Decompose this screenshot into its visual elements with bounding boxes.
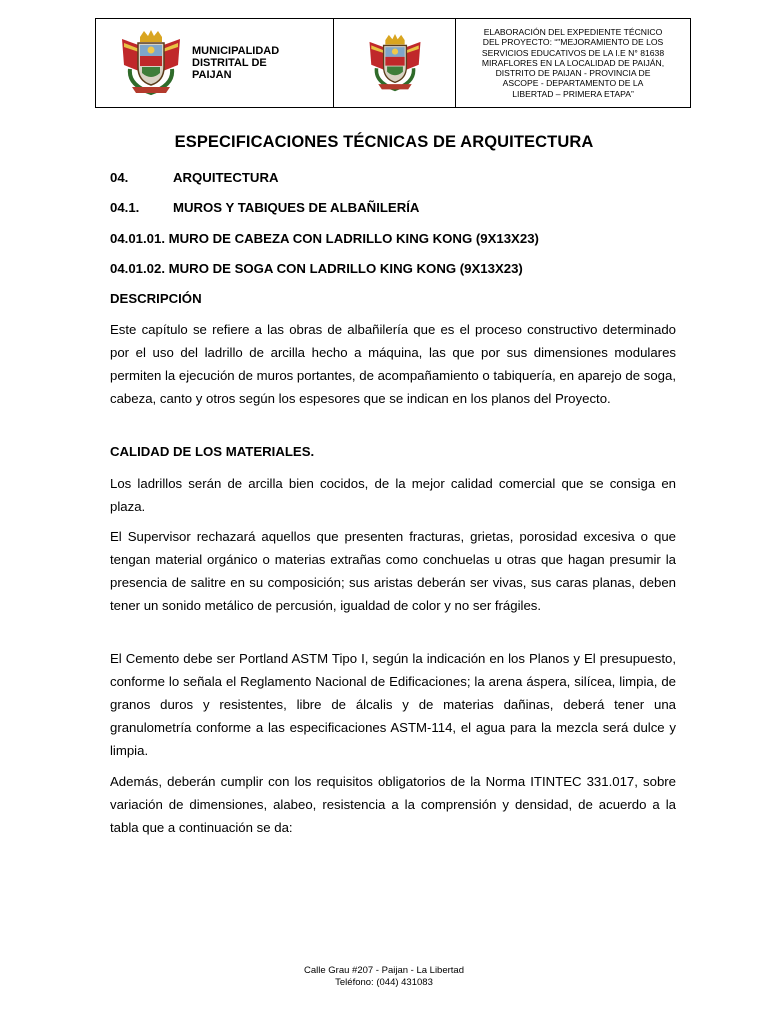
footer-phone: Teléfono: (044) 431083 (335, 976, 433, 988)
calidad-heading: CALIDAD DE LOS MATERIALES. (110, 444, 315, 459)
project-line: ASCOPE - DEPARTAMENTO DE LA (502, 78, 644, 89)
section-heading-04 (110, 170, 279, 185)
section-heading-04-01-02: 04.01.02. MURO DE SOGA CON LADRILLO KING KONG (9X13X23) (110, 261, 523, 276)
page-title: ESPECIFICACIONES TÉCNICAS DE ARQUITECTURA (174, 133, 594, 151)
municipality-line: MUNICIPALIDAD (192, 45, 280, 57)
paragraph-description: Este capítulo se refiere a las obras de albañilería que es el proceso constructivo determinado por el uso del ladrillo de arcilla hecho a máquina, las que por sus dimensiones modulares permiten la ejecución de muros portantes, de acompañamiento o tabiquería, en aparejo de soga, cabeza, canto y otros según los espesores que se indican en los planos del Proyecto. (110, 322, 676, 406)
footer-address: Calle Grau #207 - Paijan - La Libertad (303, 965, 464, 976)
section-title: ARQUITECTURA (173, 170, 279, 185)
section-heading-04-01-01: 04.01.01. MURO DE CABEZA CON LADRILLO KING KONG (9X13X23) (110, 231, 539, 246)
section-number: 04.1. (110, 200, 140, 215)
paragraph-ladrillos: Los ladrillos serán de arcilla bien cocidos, de la mejor calidad comercial que se consiga en plaza. (110, 476, 676, 514)
section-heading-04-1 (110, 200, 419, 215)
paragraph-supervisor: El Supervisor rechazará aquellos que presenten fracturas, grietas, porosidad excesiva o que tengan material orgánico o materias extrañas como conchuelas u otras que hagan presumir la presencia de salitre en su composición; sus aristas deberán ser vivas, sus caras planas, deben tener un sonido metálico de percusión, igualdad de color y no ser frágiles. (110, 529, 676, 613)
municipality-line: PAIJAN (192, 69, 232, 81)
paragraph-norma: Además, deberán cumplir con los requisitos obligatorios de la Norma ITINTEC 331.017, sobre variación de dimensiones, alabeo, resistencia a la comprensión y densidad, de acuerdo a la tabla que a continuación se da: (110, 774, 676, 835)
section-title: MUROS Y TABIQUES DE ALBAÑILERÍA (173, 200, 420, 215)
document-header (95, 18, 691, 108)
project-line: SERVICIOS EDUCATIVOS DE LA I.E N° 81638 (481, 47, 665, 58)
project-description (482, 27, 664, 98)
coat-of-arms-icon (366, 32, 424, 94)
project-line: ELABORACIÓN DEL EXPEDIENTE TÉCNICO (483, 27, 663, 38)
descripcion-heading: DESCRIPCIÓN (110, 291, 202, 306)
project-line: MIRAFLORES EN LA LOCALIDAD DE PAIJÁN, (481, 57, 665, 68)
project-cell (456, 19, 690, 107)
project-line: LIBERTAD – PRIMERA ETAPA” (512, 88, 634, 99)
paragraph-cemento: El Cemento debe ser Portland ASTM Tipo I, según la indicación en los Planos y El presupuesto, conforme lo señala el Reglamento Nacional de Edificaciones; la arena áspera, silícea, limpia, de granos duros y resistentes, libre de álcalis y de materias dañinas, deberá tener una granulometría conforme a las especificaciones ASTM-114, el agua para la mezcla será dulce y limpia. (110, 651, 676, 758)
emblem-cell (334, 19, 456, 107)
municipality-line: DISTRITAL DE (192, 57, 267, 69)
section-number: 04. (110, 170, 129, 185)
municipality-name (192, 45, 279, 81)
project-line: DISTRITO DE PAIJAN - PROVINCIA DE (495, 68, 651, 79)
coat-of-arms-icon (118, 29, 184, 97)
page-footer (0, 965, 768, 988)
project-line: DEL PROYECTO: “"MEJORAMIENTO DE LOS (482, 37, 664, 48)
municipality-cell (96, 19, 334, 107)
